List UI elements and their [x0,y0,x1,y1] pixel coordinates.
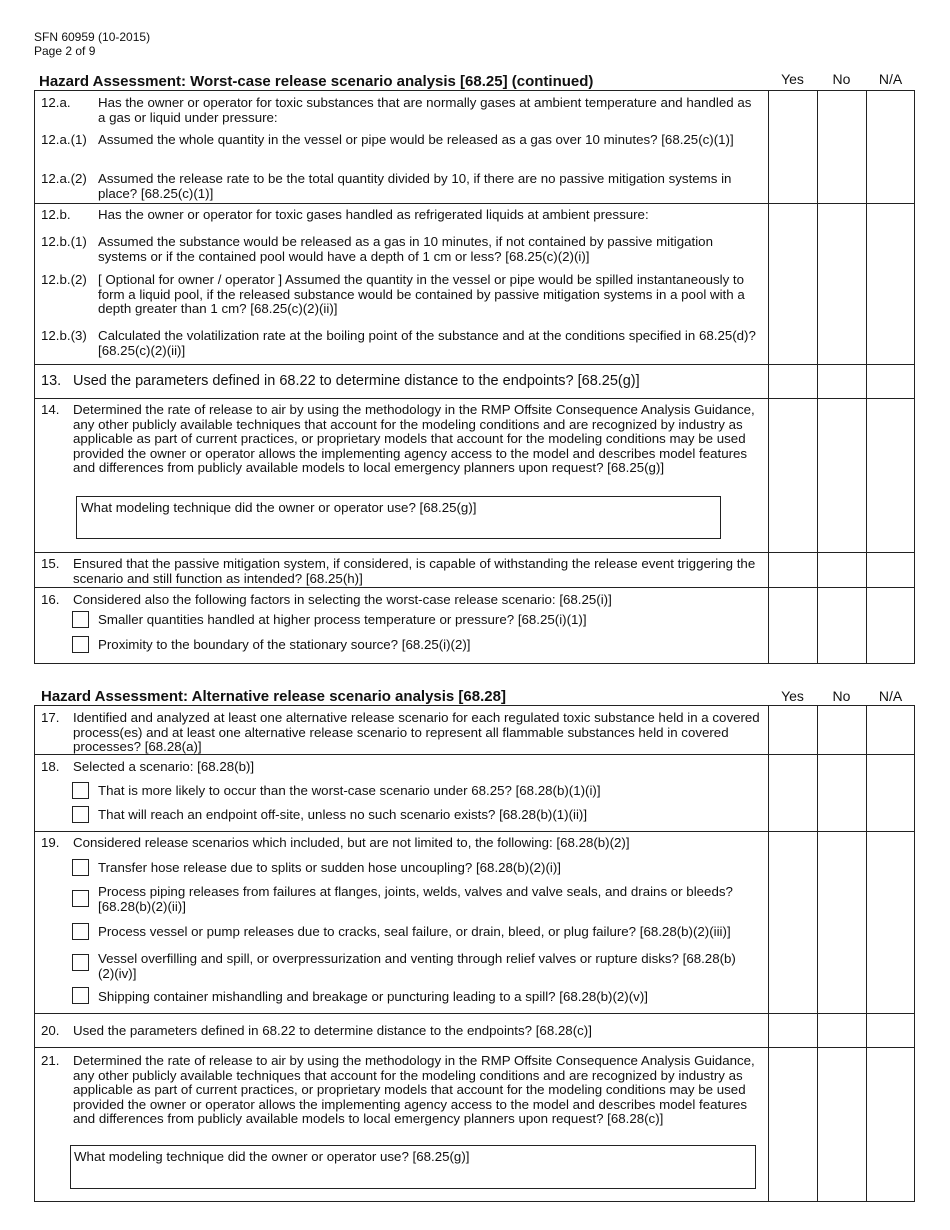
q19-text: Considered release scenarios which included, but are not limited to, the following: [68.28(b)(2)] [73,835,630,850]
q12b2-number: 12.b.(2) [41,272,87,287]
q12a-number: 12.a. [41,95,71,110]
alternative-release-table [34,705,915,1202]
q18-option1-label: That is more likely to occur than the worst-case scenario under 68.25? [68.28(b)(1)(i)] [98,783,601,798]
q12a-na-cell[interactable] [867,91,915,203]
q19-option3-checkbox[interactable] [72,923,89,940]
q19-option1-label: Transfer hose release due to splits or sudden hose uncoupling? [68.28(b)(2)(i)] [98,860,561,875]
q19-option4-checkbox[interactable] [72,954,89,971]
q17-number: 17. [41,710,60,725]
q14-text: Determined the rate of release to air by using the methodology in the RMP Offsite Consequence Analysis Guidance, any other publicly available techniques that account for the modeling conditions and are recognized by industry as applicable as part of current practices, or proprietary models that account for the modeling conditions may be used provided the owner or operator allows the implementing agency access to the model and describes model features and differences from publicly available models to local emergency planners upon request? [68.25(g)] [73,402,755,475]
q16-option1-label: Smaller quantities handled at higher process temperature or pressure? [68.25(i)(1)] [98,612,587,627]
q12a2-number: 12.a.(2) [41,171,87,186]
section1-title: Hazard Assessment: Worst-case release scenario analysis [68.25] (continued) [39,73,594,90]
q16-number: 16. [41,592,60,607]
q19-option3-label: Process vessel or pump releases due to cracks, seal failure, or drain, bleed, or plug failure? [68.28(b)(2)(iii)] [98,924,731,939]
q14-technique-input[interactable] [76,496,721,539]
q21-technique-input[interactable] [70,1145,756,1189]
q19-option2-label: Process piping releases from failures at flanges, joints, welds, valves and valve seals, and drains or bleeds? [68.28(b)(2)(ii)] [98,884,733,914]
col-yes-header-2: Yes [781,688,804,704]
q17-text: Identified and analyzed at least one alternative release scenario for each regulated toxic substance held in a covered process(es) and at least one alternative release scenario to represent all flammable substances held in covered processes? [68.28(a)] [73,710,760,754]
q12a1-text: Assumed the whole quantity in the vessel or pipe would be released as a gas over 10 minutes? [68.25(c)(1)] [98,132,734,147]
q12b-number: 12.b. [41,207,71,222]
q12b3-text: Calculated the volatilization rate at the boiling point of the substance and at the conditions specified in 68.25(d)? [68.25(c)(2)(ii)] [98,328,756,358]
q21-technique-label: What modeling technique did the owner or operator use? [68.25(g)] [74,1149,470,1164]
q18-text: Selected a scenario: [68.28(b)] [73,759,255,774]
q13-number: 13. [41,373,62,389]
q20-number: 20. [41,1023,60,1038]
q19-option5-checkbox[interactable] [72,987,89,1004]
q20-text: Used the parameters defined in 68.22 to determine distance to the endpoints? [68.28(c)] [73,1023,592,1038]
q21-number: 21. [41,1053,60,1068]
col-no-header: No [832,71,851,87]
q19-number: 19. [41,835,60,850]
q19-option1-checkbox[interactable] [72,859,89,876]
q12b-text: Has the owner or operator for toxic gases handled as refrigerated liquids at ambient pressure: [98,207,649,222]
q12a-text: Has the owner or operator for toxic substances that are normally gases at ambient temperature and handled as a gas or liquid under pressure: [98,95,752,125]
q13-text: Used the parameters defined in 68.22 to determine distance to the endpoints? [68.25(g)] [73,373,640,389]
q18-number: 18. [41,759,60,774]
q14-number: 14. [41,402,60,417]
section2-title: Hazard Assessment: Alternative release scenario analysis [68.28] [41,688,506,705]
q12a1-number: 12.a.(1) [41,132,87,147]
q18-option2-checkbox[interactable] [72,806,89,823]
q16-text: Considered also the following factors in selecting the worst-case release scenario: [68.25(i)] [73,592,612,607]
q16-option1-checkbox[interactable] [72,611,89,628]
q18-option1-checkbox[interactable] [72,782,89,799]
q12b1-text: Assumed the substance would be released as a gas in 10 minutes, if not contained by passive mitigation systems or if the contained pool would have a depth of 1 cm or less? [68.25(c)(2)(i)] [98,234,713,264]
col-no-header-2: No [832,688,851,704]
q12a-no-cell[interactable] [818,91,866,203]
q12b3-number: 12.b.(3) [41,328,87,343]
q21-text: Determined the rate of release to air by using the methodology in the RMP Offsite Consequence Analysis Guidance, any other publicly available techniques that account for the modeling conditions and are recognized by industry as applicable as part of current practices, or proprietary models that account for the modeling conditions may be used provided the owner or operator allows the implementing agency access to the model and describes model features and differences from publicly available models to local emergency planners upon request? [68.28(c)] [73,1053,755,1126]
q18-option2-label: That will reach an endpoint off-site, unless no such scenario exists? [68.28(b)(1)(ii)] [98,807,588,822]
q15-text: Ensured that the passive mitigation system, if considered, is capable of withstanding the release event triggering the scenario and still function as intended? [68.25(h)] [73,556,756,586]
col-na-header: N/A [878,71,903,87]
q12b2-text: [ Optional for owner / operator ] Assumed the quantity in the vessel or pipe would be spilled instantaneously to form a liquid pool, if the released substance would be contained by passive mitigation systems in a pool with a depth greater than 1 cm? [68.25(c)(2)(ii)] [98,272,745,316]
worst-case-table [34,90,915,664]
form-id: SFN 60959 (10-2015) [34,30,151,44]
page-number: Page 2 of 9 [34,44,96,58]
q12a2-text: Assumed the release rate to be the total quantity divided by 10, if there are no passive mitigation systems in place? [68.25(c)(1)] [98,171,732,201]
q12b1-number: 12.b.(1) [41,234,87,249]
q12a-yes-cell[interactable] [769,91,817,203]
q15-number: 15. [41,556,60,571]
col-na-header-2: N/A [878,688,903,704]
q19-option4-label: Vessel overfilling and spill, or overpressurization and venting through relief valves or rupture disks? [68.28(b)(2)(iv)] [98,951,736,981]
q14-technique-label: What modeling technique did the owner or operator use? [68.25(g)] [81,500,477,515]
q16-option2-checkbox[interactable] [72,636,89,653]
q16-option2-label: Proximity to the boundary of the stationary source? [68.25(i)(2)] [98,637,471,652]
q19-option5-label: Shipping container mishandling and breakage or puncturing leading to a spill? [68.28(b)(2)(v)] [98,989,648,1004]
q19-option2-checkbox[interactable] [72,890,89,907]
col-yes-header: Yes [781,71,804,87]
